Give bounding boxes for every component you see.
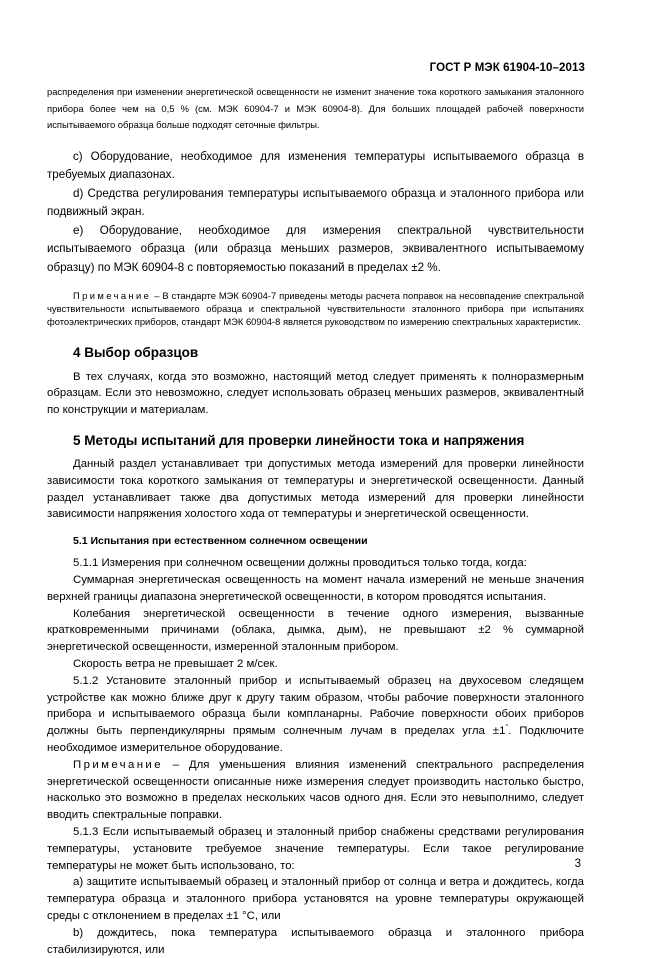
section-5-heading: 5 Методы испытаний для проверки линейности тока и напряжения [73,433,525,448]
intro-continuation: распределения при изменении энергетической освещенности не изменит значение тока короткого замыкания эталонного прибора более чем на 0,5 % (см. МЭК 60904-7 и МЭК 60904-8). Для больших площадей рабочей поверхности испытываемого образца больше подходят сеточные фильтры. [47,86,584,130]
degree-superscript: ° [505,724,509,732]
paragraph-5-1-1: 5.1.1 Измерения при солнечном освещении должны проводиться только тогда, когда: [73,557,527,570]
paragraph-5-1-2-tail: . Подключите необходимое измерительное оборудование. [47,725,584,754]
note-spectral-corrections [47,757,584,824]
note-label: Примечание [73,290,152,301]
paragraph-5-1-3: 5.1.3 Если испытываемый образец и эталонный прибор снабжены средствами регулирования температуры, установите требуемое значение температуры. Если такое регулирование температуры не может быть использовано, то: [47,825,584,872]
section-4-heading: 4 Выбор образцов [73,344,199,360]
note-label: Примечание [73,758,163,771]
section-4-text: В тех случаях, когда это возможно, настоящий метод следует применять к полноразмерным образцам. Если это невозможно, следует использовать образец меньших размеров, эквивалентный по конструкции и материалам. [47,370,584,417]
paragraph-5-1-3-b: b) дождитесь, пока температура испытываемого образца и эталонного прибора стабилизируются, или [47,926,584,956]
note-spectral [47,289,584,329]
document-code-header: ГОСТ Р МЭК 61904-10–2013 [429,62,585,74]
paragraph-5-1-1-fluctuation: Колебания энергетической освещенности в течение одного измерения, вызванные кратковременными причинами (облака, дымка, дым), не превышают ±2 % суммарной энергетической освещенности, измеренной эталонным прибором. [47,607,584,654]
list-item-e: e) Оборудование, необходимое для измерения спектральной чувствительности испытываемого образца (или образца меньших размеров, эквивалентного испытываемому образцу) по МЭК 60904-8 с повторяемостью показаний в пределах ±2 %. [47,223,584,274]
page-number: 3 [574,858,581,870]
note-text: – Для уменьшения влияния изменений спектрального распределения энергетической освещенности описанные ниже измерения следует производить настолько быстро, насколько это возможно в пределах нескольких часов одного дня. Если это невыполнимо, следует вводить спектральные поправки. [47,758,584,822]
page-content [47,84,584,958]
paragraph-5-1-1-wind: Скорость ветра не превышает 2 м/сек. [73,657,278,670]
section-5-1-heading: 5.1 Испытания при естественном солнечном освещении [73,535,368,548]
list-item-d: d) Средства регулирования температуры испытываемого образца и эталонного прибора или подвижный экран. [47,186,584,218]
paragraph-5-1-2 [47,673,584,757]
paragraph-5-1-3-a: a) защитите испытываемый образец и эталонный прибор от солнца и ветра и дождитесь, когда температура образца и эталонного прибора установятся на уровне температуры окружающей среды с отклонением в пределах ±1 °С, или [47,876,584,922]
paragraph-5-1-2-text: 5.1.2 Установите эталонный прибор и испытываемый образец на двухосевом следящем устройстве как можно ближе друг к другу таким образом, чтобы рабочие поверхности эталонного прибора и испытываемого образца были компланарны. Рабочие поверхности обоих приборов должны быть перпендикулярны прямым солнечным лучам в пределах угла ±1 [47,674,584,738]
section-5-text: Данный раздел устанавливает три допустимых метода измерений для проверки линейности зависимости тока короткого замыкания от температуры и энергетической освещенности. Данный раздел устанавливает также два допустимых метода измерений для проверки линейности зависимости напряжения холостого хода от температуры и энергетической освещенности. [47,458,584,521]
note-text: – В стандарте МЭК 60904-7 приведены методы расчета поправок на несовпадение спектральной чувствительности испытываемого образца и спектральной чувствительности эталонного прибора при испытаниях фотоэлектрических приборов, стандарт МЭК 60904-8 является руководством по измерению спектральных характеристик. [47,290,584,328]
paragraph-5-1-1-irradiance: Суммарная энергетическая освещенность на момент начала измерений не меньше значения верхней границы диапазона энергетической освещенности, в котором проводятся испытания. [47,573,584,603]
list-item-c: c) Оборудование, необходимое для изменения температуры испытываемого образца в требуемых диапазонах. [47,149,584,181]
